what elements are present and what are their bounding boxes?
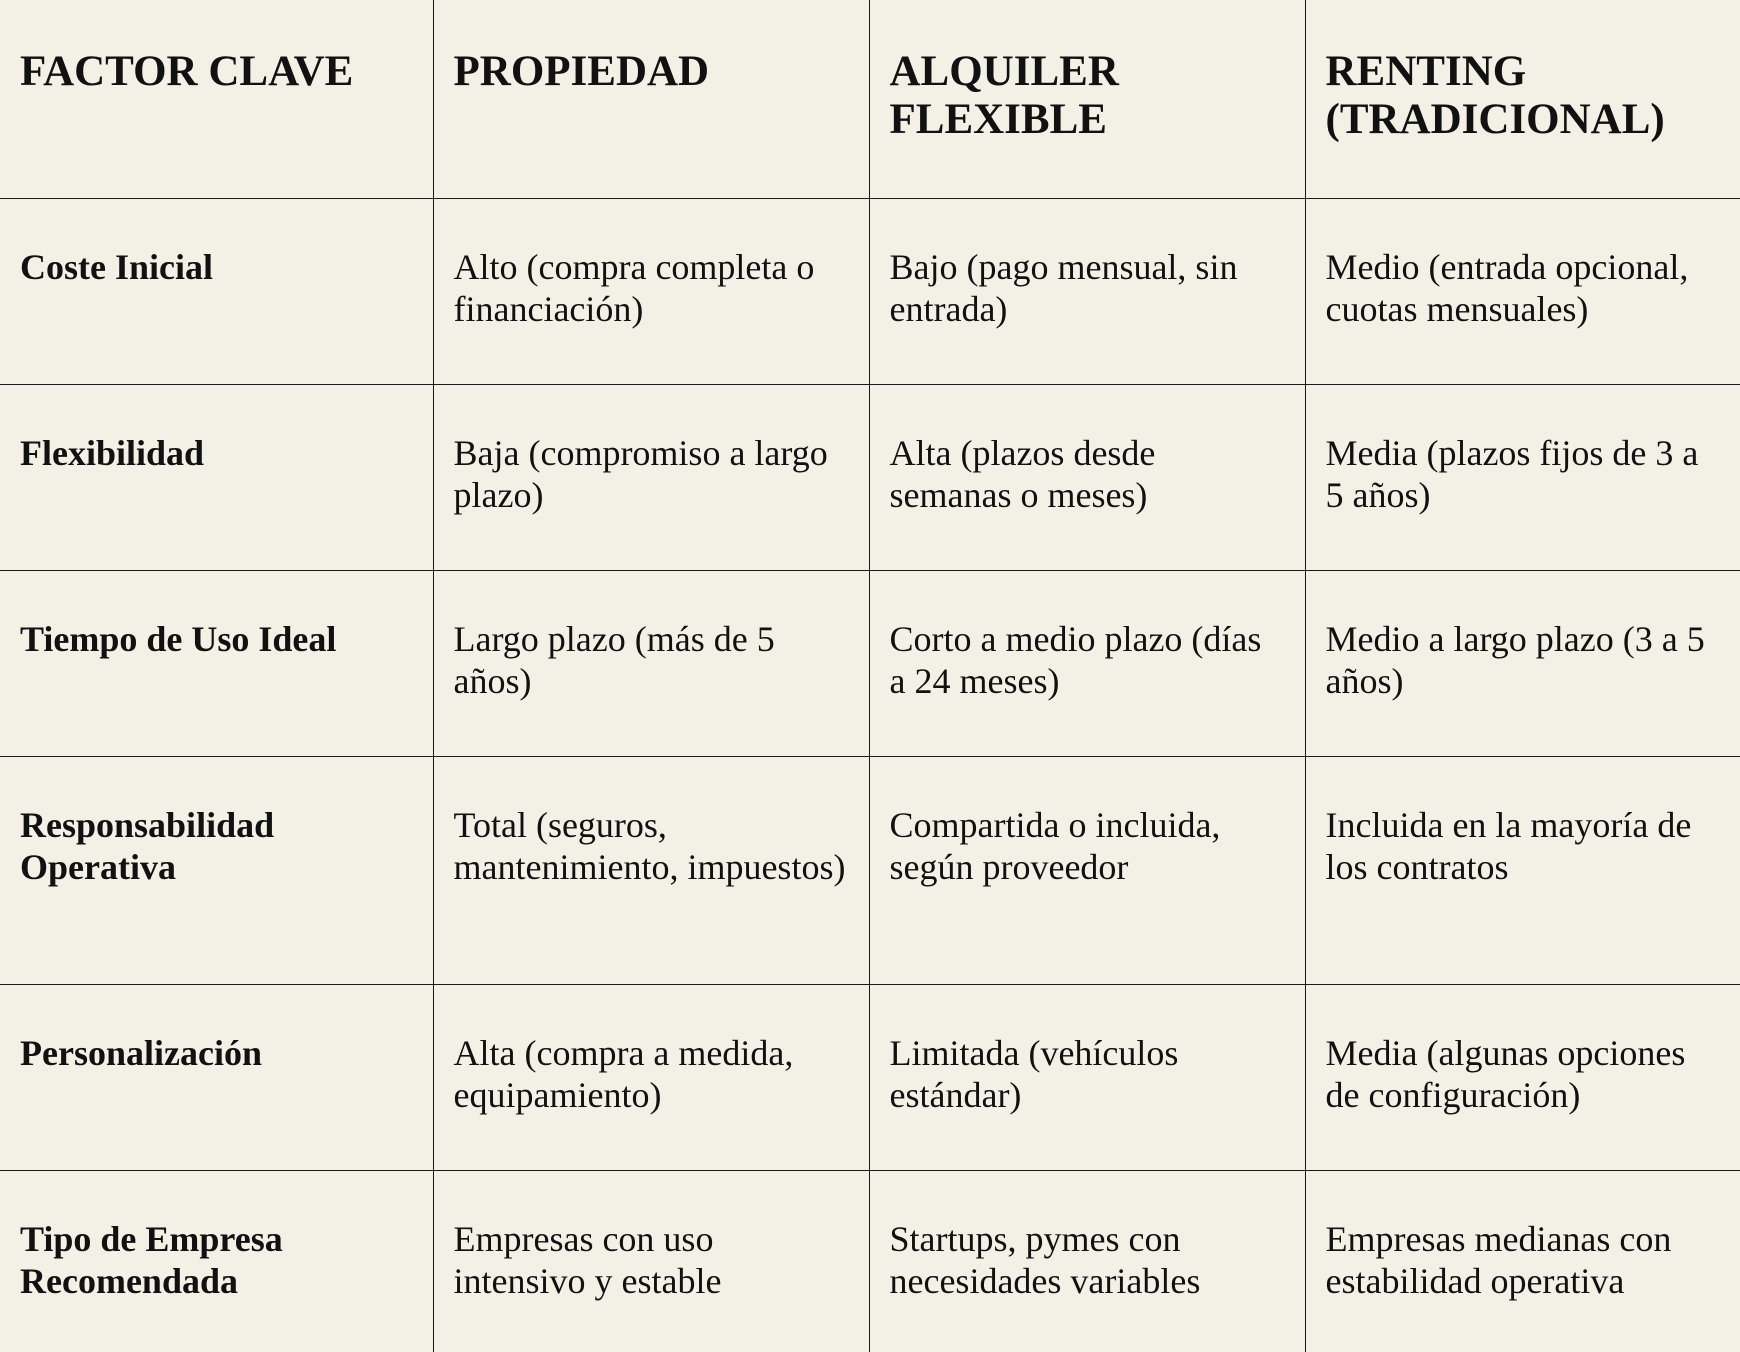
- cell-propiedad: Baja (compromiso a largo plazo): [433, 384, 869, 570]
- cell-renting: Media (plazos fijos de 3 a 5 años): [1305, 384, 1740, 570]
- table-row: [0, 570, 1740, 756]
- cell-renting: Empresas medianas con estabilidad operativa: [1305, 1170, 1740, 1352]
- row-label: Responsabilidad Operativa: [0, 756, 433, 984]
- cell-alquiler-flexible: Limitada (vehículos estándar): [869, 984, 1305, 1170]
- table-row: [0, 384, 1740, 570]
- cell-propiedad: Alta (compra a medida, equipamiento): [433, 984, 869, 1170]
- cell-renting: Medio a largo plazo (3 a 5 años): [1305, 570, 1740, 756]
- cell-propiedad: Empresas con uso intensivo y estable: [433, 1170, 869, 1352]
- cell-alquiler-flexible: Compartida o incluida, según proveedor: [869, 756, 1305, 984]
- header-row: [0, 0, 1740, 198]
- row-label: Personalización: [0, 984, 433, 1170]
- table-row: [0, 198, 1740, 384]
- header-renting: RENTING (TRADICIONAL): [1305, 0, 1740, 198]
- table-row: [0, 1170, 1740, 1352]
- header-propiedad: PROPIEDAD: [433, 0, 869, 198]
- cell-propiedad: Alto (compra completa o financiación): [433, 198, 869, 384]
- header-factor-clave: FACTOR CLAVE: [0, 0, 433, 198]
- cell-alquiler-flexible: Corto a medio plazo (días a 24 meses): [869, 570, 1305, 756]
- cell-alquiler-flexible: Startups, pymes con necesidades variables: [869, 1170, 1305, 1352]
- row-label: Tipo de Empresa Recomendada: [0, 1170, 433, 1352]
- table-row: [0, 984, 1740, 1170]
- cell-renting: Medio (entrada opcional, cuotas mensuales): [1305, 198, 1740, 384]
- cell-renting: Media (algunas opciones de configuración): [1305, 984, 1740, 1170]
- cell-alquiler-flexible: Alta (plazos desde semanas o meses): [869, 384, 1305, 570]
- cell-propiedad: Largo plazo (más de 5 años): [433, 570, 869, 756]
- row-label: Flexibilidad: [0, 384, 433, 570]
- cell-renting: Incluida en la mayoría de los contratos: [1305, 756, 1740, 984]
- table-row: [0, 756, 1740, 984]
- header-alquiler-flexible: ALQUILER FLEXIBLE: [869, 0, 1305, 198]
- row-label: Tiempo de Uso Ideal: [0, 570, 433, 756]
- cell-alquiler-flexible: Bajo (pago mensual, sin entrada): [869, 198, 1305, 384]
- row-label: Coste Inicial: [0, 198, 433, 384]
- cell-propiedad: Total (seguros, mantenimiento, impuestos): [433, 756, 869, 984]
